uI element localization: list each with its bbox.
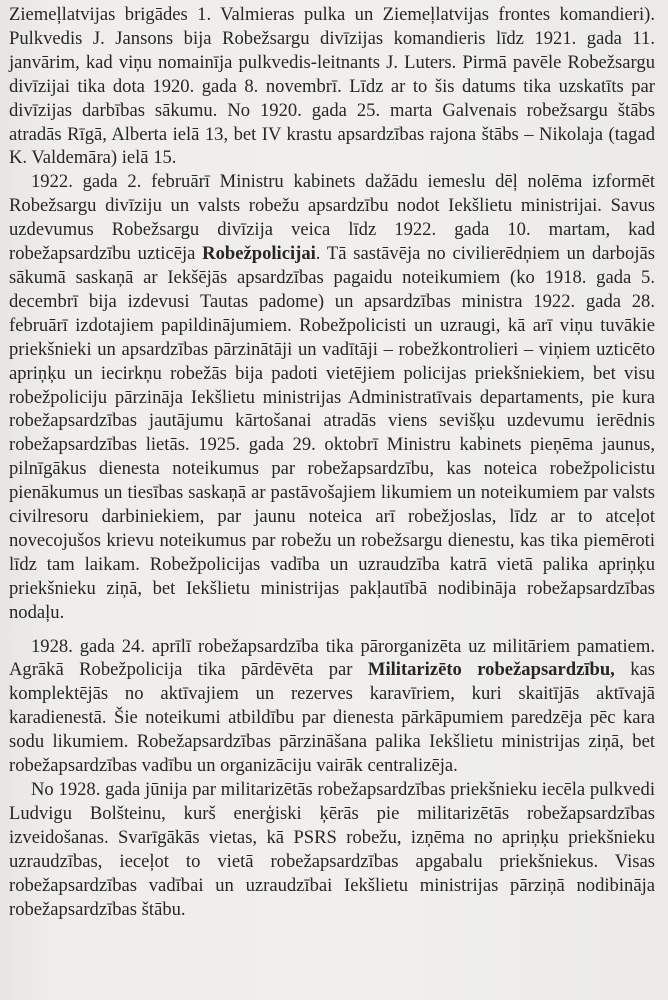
- paragraph-1: [9, 3, 655, 170]
- text-run: Ziemeļlatvijas brigādes 1. Valmieras pulka un Ziemeļlatvijas frontes komandieri). Pulkvedis J. Jansons bija Robežsargu divīzijas komandieris līdz 1921. gada 11. janvārim, kad viņu nomainīja pulkvedis-leitnants J. Luters. Pirmā pavēle Robežsargu divīzijai tika dota 1920. gada 8. novembrī. Līdz ar to šis datums tika uzskatīts par divīzijas darbības sākumu. No 1920. gada 25. marta Galvenais robežsargu štābs atradās Rīgā, Alberta ielā 13, bet IV krastu apsardzības rajona štābs – Nikolaja (tagad K. Valdemāra) ielā 15.: [9, 4, 655, 169]
- bold-term-robezpolicija: Robežpolicijai: [202, 243, 316, 265]
- text-run: 1928. gada 24. aprīlī robežapsardzība tika pārorganizēta uz militāriem pamatiem. Agrākā Robežpolicija tika pārdēvēta par: [9, 635, 655, 681]
- text-run: 1922. gada 2. februārī Ministru kabinets dažādu iemeslu dēļ nolēma izformēt Robežsargu divīziju un valsts robežu apsardzību nodot Iekšlietu ministrijai. Savus uzdevumus Robežsargu divīzija veica līdz 1922. gada 10. martam, kad robežapsardzību uzticēja: [9, 171, 655, 265]
- paragraph-2: [9, 170, 655, 624]
- text-run: No 1928. gada jūnija par militarizētās robežapsardzības priekšnieku iecēla pulkvedi Ludvigu Bolšteinu, kurš enerģiski ķērās pie militarizētās robežapsardzības izveidošanas. Svarīgākās vietas, kā PSRS robežu, izņēma no apriņķu priekšnieku uzraudzības, ieceļot to vietā robežapsardzības apgabalu priekšniekus. Visas robežapsardzības vadībai un uzraudzībai Iekšlietu ministrijas pārziņā nodibināja robežapsardzības štābu.: [9, 779, 655, 920]
- paragraph-4: [9, 778, 655, 921]
- paragraph-3: [9, 635, 655, 778]
- text-run: . Tā sastāvēja no civilierēdņiem un darbojās sākumā saskaņā ar Iekšējās apsardzības pagaidu noteikumiem (ko 1918. gada 5. decembrī bija izdevusi Tautas padome) un apsardzības ministra 1922. gada 28. februārī izdotajiem papildinājumiem. Robežpolicisti un uzraugi, kā arī viņu tuvākie priekšnieki un apsardzības pārzinātāji un vadītāji – robežkontrolieri – viņiem uzticēto apriņķu un iecirkņu robežās bija padoti vietējiem policijas priekšniekiem, bet visu robežpoliciju pārzināja Iekšlietu ministrijas Administratīvais departaments, pie kura robežapsardzības jautājumu kārtošanai atradās viens sevišķu uzdevumu ierēdnis robežapsardzības lietās. 1925. gada 29. oktobrī Ministru kabinets pieņēma jaunus, pilnīgākus dienesta noteikumus par robežapsardzību, kas noteica robežpolicistu pienākumus un tiesības saskaņā ar pastāvošajiem likumiem un noteikumiem par valsts civilresoru darbiniekiem, par jaunu noteica arī robežjoslas, līdz ar to atceļot novecojušos krievu noteikumus par robežu un robežsargu dienestu, kas tika piemēroti līdz tam laikam. Robežpolicijas vadība un uzraudzība katrā vietā palika apriņķu priekšnieku ziņā, bet Iekšlietu ministrijas pakļautībā nodibināja robežapsardzības nodaļu.: [9, 243, 655, 623]
- text-run: kas komplektējās no aktīvajiem un rezerves karavīriem, kuri skaitījās aktīvajā karadienestā. Šie noteikumi atbildību par dienesta pārkāpumiem paredzēja pēc kara sodu likumiem. Robežapsardzības pārzināšana palika Iekšlietu ministrijas ziņā, bet robežapsardzības vadību un organizāciju vairāk centralizēja.: [9, 659, 656, 777]
- bold-term-militarizeta-robezapsardziba: Militarizēto robežapsardzību,: [367, 659, 615, 681]
- body-text: [9, 3, 655, 921]
